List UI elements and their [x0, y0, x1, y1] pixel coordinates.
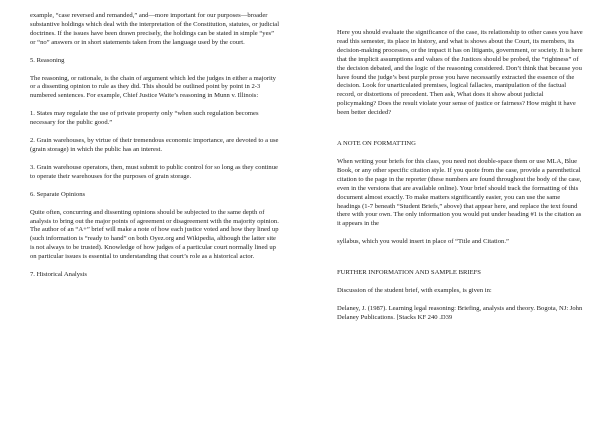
- holdings-paragraph: example, “case reversed and remanded,” and—more important for our purposes—broader substantive holdings which deal with the interpretation of the Constitution, statutes, or judicial doctrines. If the issues have been drawn precisely, the holdings can be stated in simple “yes” or “no” answers or in short statements taken from the language used by the court.: [30, 12, 280, 46]
- reasoning-point-1: 1. States may regulate the use of private property only “when such regulation becomes necessary for the public good.”: [30, 110, 259, 127]
- formatting-continued-paragraph: syllabus, which you would insert in place of “Title and Citation.”: [337, 238, 509, 246]
- reasoning-point-3: 3. Grain warehouse operators, then, must submit to public control for so long as they continue to operate their warehouses for the purposes of grain storage.: [30, 163, 278, 180]
- further-information-intro: Discussion of the student brief, with examples, is given in:: [337, 287, 492, 295]
- reasoning-paragraph: The reasoning, or rationale, is the chain of argument which led the judges in either a majority or a dissenting opinion to rule as they did. This should be outlined point by point in 2-3 numbered sentences. For example, Chief Justice Waite’s reasoning in Munn v. Illinois:: [30, 74, 276, 100]
- separate-opinions-paragraph: Quite often, concurring and dissenting opinions should be subjected to the same depth of analysis to bring out the major points of agreement or disagreement with the majority opinion. The author of an “A+” brief will make a note of how each justice voted and how they lined up (such information is “ready to hand” on both Oyez.org and Wikipedia, although the latter site is not always to be trusted). Knowledge of how judges of a particular court normally lined up on particular issues is essential to understanding that court’s role as a historical actor.: [30, 208, 279, 261]
- right-page: [337, 29, 583, 323]
- further-information-heading: FURTHER INFORMATION AND SAMPLE BRIEFS: [337, 269, 481, 277]
- historical-analysis-heading: 7. Historical Analysis: [30, 271, 87, 279]
- formatting-paragraph: When writing your briefs for this class, you need not double-space them or use MLA, Blue Book, or any other specific citation style. If you quote from the case, provide a parenthetical citation to the page in the reporter (these numbers are found throughout the body of the case, even in the versions that are available online). Your brief should track the formatting of this document almost exactly. To make matters significantly easier, you can use the same headings (1-7 beneath “Student Briefs,” above) that appear here, and replace the text found there with your own. The only information you would put under heading #1 is the citation as it appears in the: [337, 157, 582, 228]
- formatting-heading: A NOTE ON FORMATTING: [337, 140, 416, 148]
- reference-entry: Delaney, J. (1987). Learning legal reasoning: Briefing, analysis and theory. Bogota, NJ: John Delaney Publications. [Stacks KF 240 .D39: [337, 304, 583, 321]
- left-page: [30, 12, 280, 280]
- reasoning-heading: 5. Reasoning: [30, 56, 65, 64]
- reasoning-point-2: 2. Grain warehouses, by virtue of their tremendous economic importance, are devoted to a use (grain storage) in which the public has an interest.: [30, 137, 279, 153]
- separate-opinions-heading: 6. Separate Opinions: [30, 190, 86, 198]
- historical-analysis-paragraph: Here you should evaluate the significance of the case, its relationship to other cases you have read this semester, its place in history, and what is shows about the Court, its members, its decision-making processes, or the impact it has on litigants, government, or society. It is here that the implicit assumptions and values of the Justices should be probed, the “rightness” of the decision debated, and the logic of the reasoning considered. Don’t think that because you have found the judge’s best purple prose you have necessarily extracted the essence of the decision. Look for unarticulated premises, logical fallacies, manipulation of the factual record, or distortions of precedent. Then ask, What does it show about judicial policymaking? Does the result violate your sense of justice or fairness? How might it have been better decided?: [337, 29, 583, 117]
